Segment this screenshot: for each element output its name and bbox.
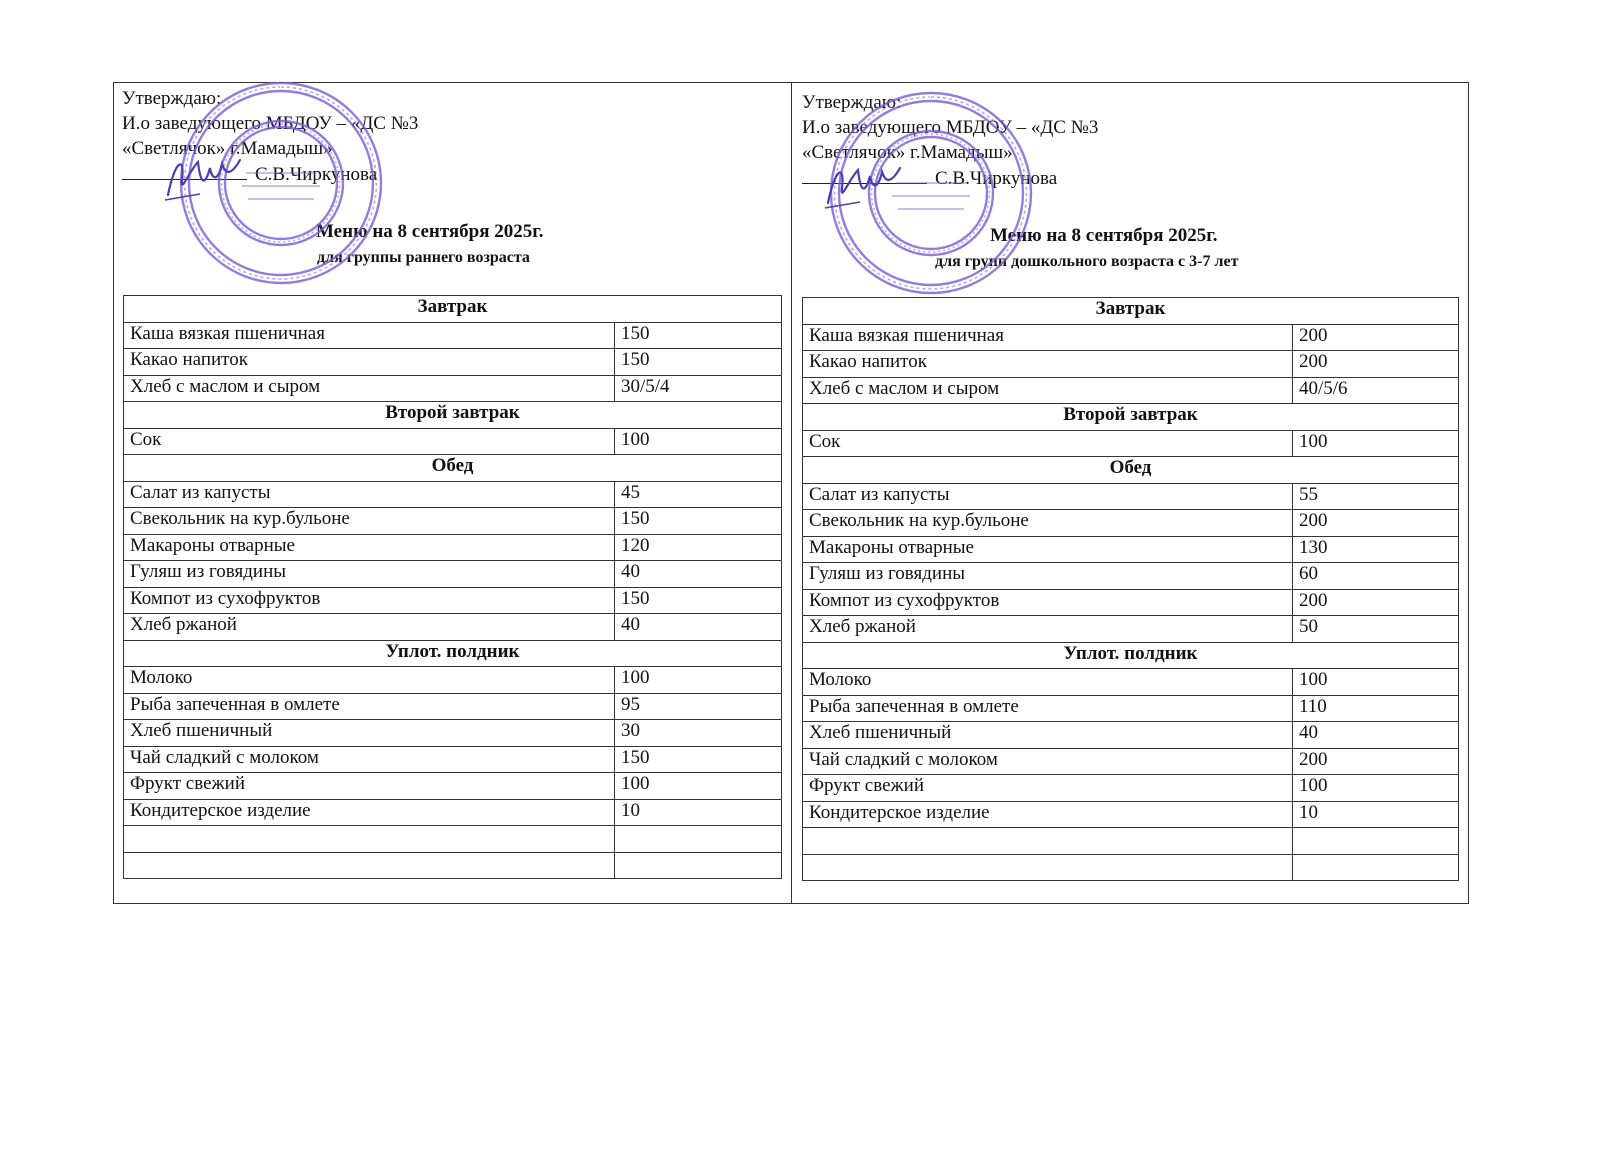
- section-header-row: [803, 404, 1459, 431]
- table-row: [803, 510, 1459, 537]
- dish-name: Каша вязкая пшеничная: [803, 324, 1293, 351]
- portion-amount: 100: [615, 428, 782, 455]
- table-row: [124, 322, 782, 349]
- portion-amount: 30/5/4: [615, 375, 782, 402]
- signer-name: С.В.Чиркунова: [935, 168, 1058, 189]
- dish-name: Какао напиток: [124, 349, 615, 376]
- dish-name: Салат из капусты: [124, 481, 615, 508]
- section-header-row: [803, 298, 1459, 325]
- section-title: Уплот. полдник: [124, 640, 782, 667]
- portion-amount: 100: [615, 773, 782, 800]
- menu-table-body: [803, 298, 1459, 881]
- dish-name: Компот из сухофруктов: [803, 589, 1293, 616]
- table-row: [803, 351, 1459, 378]
- portion-amount: 150: [615, 587, 782, 614]
- dish-name: [124, 826, 615, 853]
- panel-divider: [791, 82, 792, 904]
- section-title: Завтрак: [803, 298, 1459, 325]
- table-row: [124, 720, 782, 747]
- portion-amount: 130: [1293, 536, 1459, 563]
- signature-blank: [802, 165, 927, 184]
- section-header-row: [803, 457, 1459, 484]
- section-title: Завтрак: [124, 296, 782, 323]
- table-row: [803, 536, 1459, 563]
- dish-name: Свекольник на кур.бульоне: [803, 510, 1293, 537]
- table-row: [124, 349, 782, 376]
- dish-name: Гуляш из говядины: [124, 561, 615, 588]
- portion-amount: 30: [615, 720, 782, 747]
- portion-amount: [1293, 828, 1459, 855]
- dish-name: Фрукт свежий: [124, 773, 615, 800]
- signature-line: [802, 165, 1458, 191]
- approval-position: И.о заведующего МБДОУ – «ДС №3: [802, 117, 1099, 138]
- section-title: Уплот. полдник: [803, 642, 1459, 669]
- portion-amount: 200: [1293, 351, 1459, 378]
- menu-table-body: [124, 296, 782, 879]
- portion-amount: 100: [1293, 669, 1459, 696]
- portion-amount: [615, 852, 782, 879]
- portion-amount: 95: [615, 693, 782, 720]
- dish-name: Хлеб ржаной: [124, 614, 615, 641]
- section-title: Второй завтрак: [803, 404, 1459, 431]
- menu-title: Меню на 8 сентября 2025г.: [316, 221, 544, 242]
- table-row: [803, 430, 1459, 457]
- menu-table-early-age: [123, 295, 782, 879]
- portion-amount: 60: [1293, 563, 1459, 590]
- portion-amount: 100: [615, 667, 782, 694]
- portion-amount: 10: [1293, 801, 1459, 828]
- dish-name: Макароны отварные: [803, 536, 1293, 563]
- dish-name: [124, 852, 615, 879]
- table-row: [803, 563, 1459, 590]
- dish-name: Хлеб ржаной: [803, 616, 1293, 643]
- dish-name: Молоко: [803, 669, 1293, 696]
- dish-name: Компот из сухофруктов: [124, 587, 615, 614]
- portion-amount: 110: [1293, 695, 1459, 722]
- table-row: [124, 773, 782, 800]
- dish-name: Каша вязкая пшеничная: [124, 322, 615, 349]
- table-row: [803, 695, 1459, 722]
- table-row: [803, 854, 1459, 881]
- signature-line: [122, 161, 782, 187]
- table-row: [124, 587, 782, 614]
- dish-name: [803, 854, 1293, 881]
- dish-name: Какао напиток: [803, 351, 1293, 378]
- dish-name: Гуляш из говядины: [803, 563, 1293, 590]
- dish-name: Салат из капусты: [803, 483, 1293, 510]
- menu-subtitle: для группы раннего возраста: [317, 249, 530, 266]
- section-header-row: [124, 640, 782, 667]
- table-row: [803, 669, 1459, 696]
- table-row: [124, 826, 782, 853]
- dish-name: Хлеб с маслом и сыром: [803, 377, 1293, 404]
- dish-name: Хлеб пшеничный: [124, 720, 615, 747]
- table-row: [803, 324, 1459, 351]
- portion-amount: 120: [615, 534, 782, 561]
- portion-amount: 150: [615, 746, 782, 773]
- menu-panel-preschool: [802, 90, 1458, 290]
- portion-amount: 100: [1293, 430, 1459, 457]
- dish-name: Фрукт свежий: [803, 775, 1293, 802]
- portion-amount: 10: [615, 799, 782, 826]
- portion-amount: 40/5/6: [1293, 377, 1459, 404]
- table-row: [803, 589, 1459, 616]
- dish-name: Сок: [124, 428, 615, 455]
- table-row: [124, 852, 782, 879]
- table-row: [124, 375, 782, 402]
- table-row: [803, 377, 1459, 404]
- section-header-row: [124, 455, 782, 482]
- table-row: [124, 693, 782, 720]
- dish-name: Макароны отварные: [124, 534, 615, 561]
- portion-amount: 150: [615, 322, 782, 349]
- section-header-row: [124, 402, 782, 429]
- approval-position: И.о заведующего МБДОУ – «ДС №3: [122, 113, 419, 134]
- portion-amount: 55: [1293, 483, 1459, 510]
- table-row: [124, 746, 782, 773]
- portion-amount: 40: [615, 614, 782, 641]
- dish-name: Хлеб пшеничный: [803, 722, 1293, 749]
- dish-name: [803, 828, 1293, 855]
- section-title: Обед: [803, 457, 1459, 484]
- table-row: [803, 828, 1459, 855]
- table-row: [803, 722, 1459, 749]
- portion-amount: 100: [1293, 775, 1459, 802]
- dish-name: Молоко: [124, 667, 615, 694]
- dish-name: Рыба запеченная в омлете: [124, 693, 615, 720]
- dish-name: Рыба запеченная в омлете: [803, 695, 1293, 722]
- table-row: [124, 614, 782, 641]
- portion-amount: 150: [615, 508, 782, 535]
- table-row: [803, 748, 1459, 775]
- dish-name: Кондитерское изделие: [803, 801, 1293, 828]
- portion-amount: 50: [1293, 616, 1459, 643]
- signer-name: С.В.Чиркунова: [255, 164, 378, 185]
- table-row: [124, 667, 782, 694]
- portion-amount: 200: [1293, 510, 1459, 537]
- dish-name: Чай сладкий с молоком: [803, 748, 1293, 775]
- approval-organization: «Светлячок» г.Мамадыш»: [122, 138, 333, 159]
- dish-name: Сок: [803, 430, 1293, 457]
- table-row: [803, 801, 1459, 828]
- approval-block: [122, 86, 782, 286]
- portion-amount: 40: [615, 561, 782, 588]
- portion-amount: 150: [615, 349, 782, 376]
- menu-title: Меню на 8 сентября 2025г.: [990, 225, 1218, 246]
- section-title: Обед: [124, 455, 782, 482]
- table-row: [124, 428, 782, 455]
- menu-subtitle: для групп дошкольного возраста с 3-7 лет: [935, 253, 1239, 270]
- section-header-row: [124, 296, 782, 323]
- portion-amount: 40: [1293, 722, 1459, 749]
- portion-amount: 200: [1293, 748, 1459, 775]
- dish-name: Хлеб с маслом и сыром: [124, 375, 615, 402]
- approval-organization: «Светлячок» г.Мамадыш»: [802, 142, 1013, 163]
- approval-heading: Утверждаю:: [802, 92, 902, 113]
- table-row: [124, 481, 782, 508]
- table-row: [803, 775, 1459, 802]
- table-row: [124, 534, 782, 561]
- table-row: [803, 616, 1459, 643]
- portion-amount: 45: [615, 481, 782, 508]
- dish-name: Чай сладкий с молоком: [124, 746, 615, 773]
- approval-block: [802, 90, 1458, 290]
- table-row: [124, 561, 782, 588]
- table-row: [124, 799, 782, 826]
- approval-heading: Утверждаю:: [122, 88, 222, 109]
- menu-table-preschool: [802, 297, 1459, 881]
- menu-panel-early-age: [122, 86, 782, 286]
- signature-blank: [122, 161, 247, 180]
- portion-amount: [615, 826, 782, 853]
- section-header-row: [803, 642, 1459, 669]
- table-row: [124, 508, 782, 535]
- portion-amount: [1293, 854, 1459, 881]
- portion-amount: 200: [1293, 589, 1459, 616]
- dish-name: Кондитерское изделие: [124, 799, 615, 826]
- section-title: Второй завтрак: [124, 402, 782, 429]
- dish-name: Свекольник на кур.бульоне: [124, 508, 615, 535]
- portion-amount: 200: [1293, 324, 1459, 351]
- table-row: [803, 483, 1459, 510]
